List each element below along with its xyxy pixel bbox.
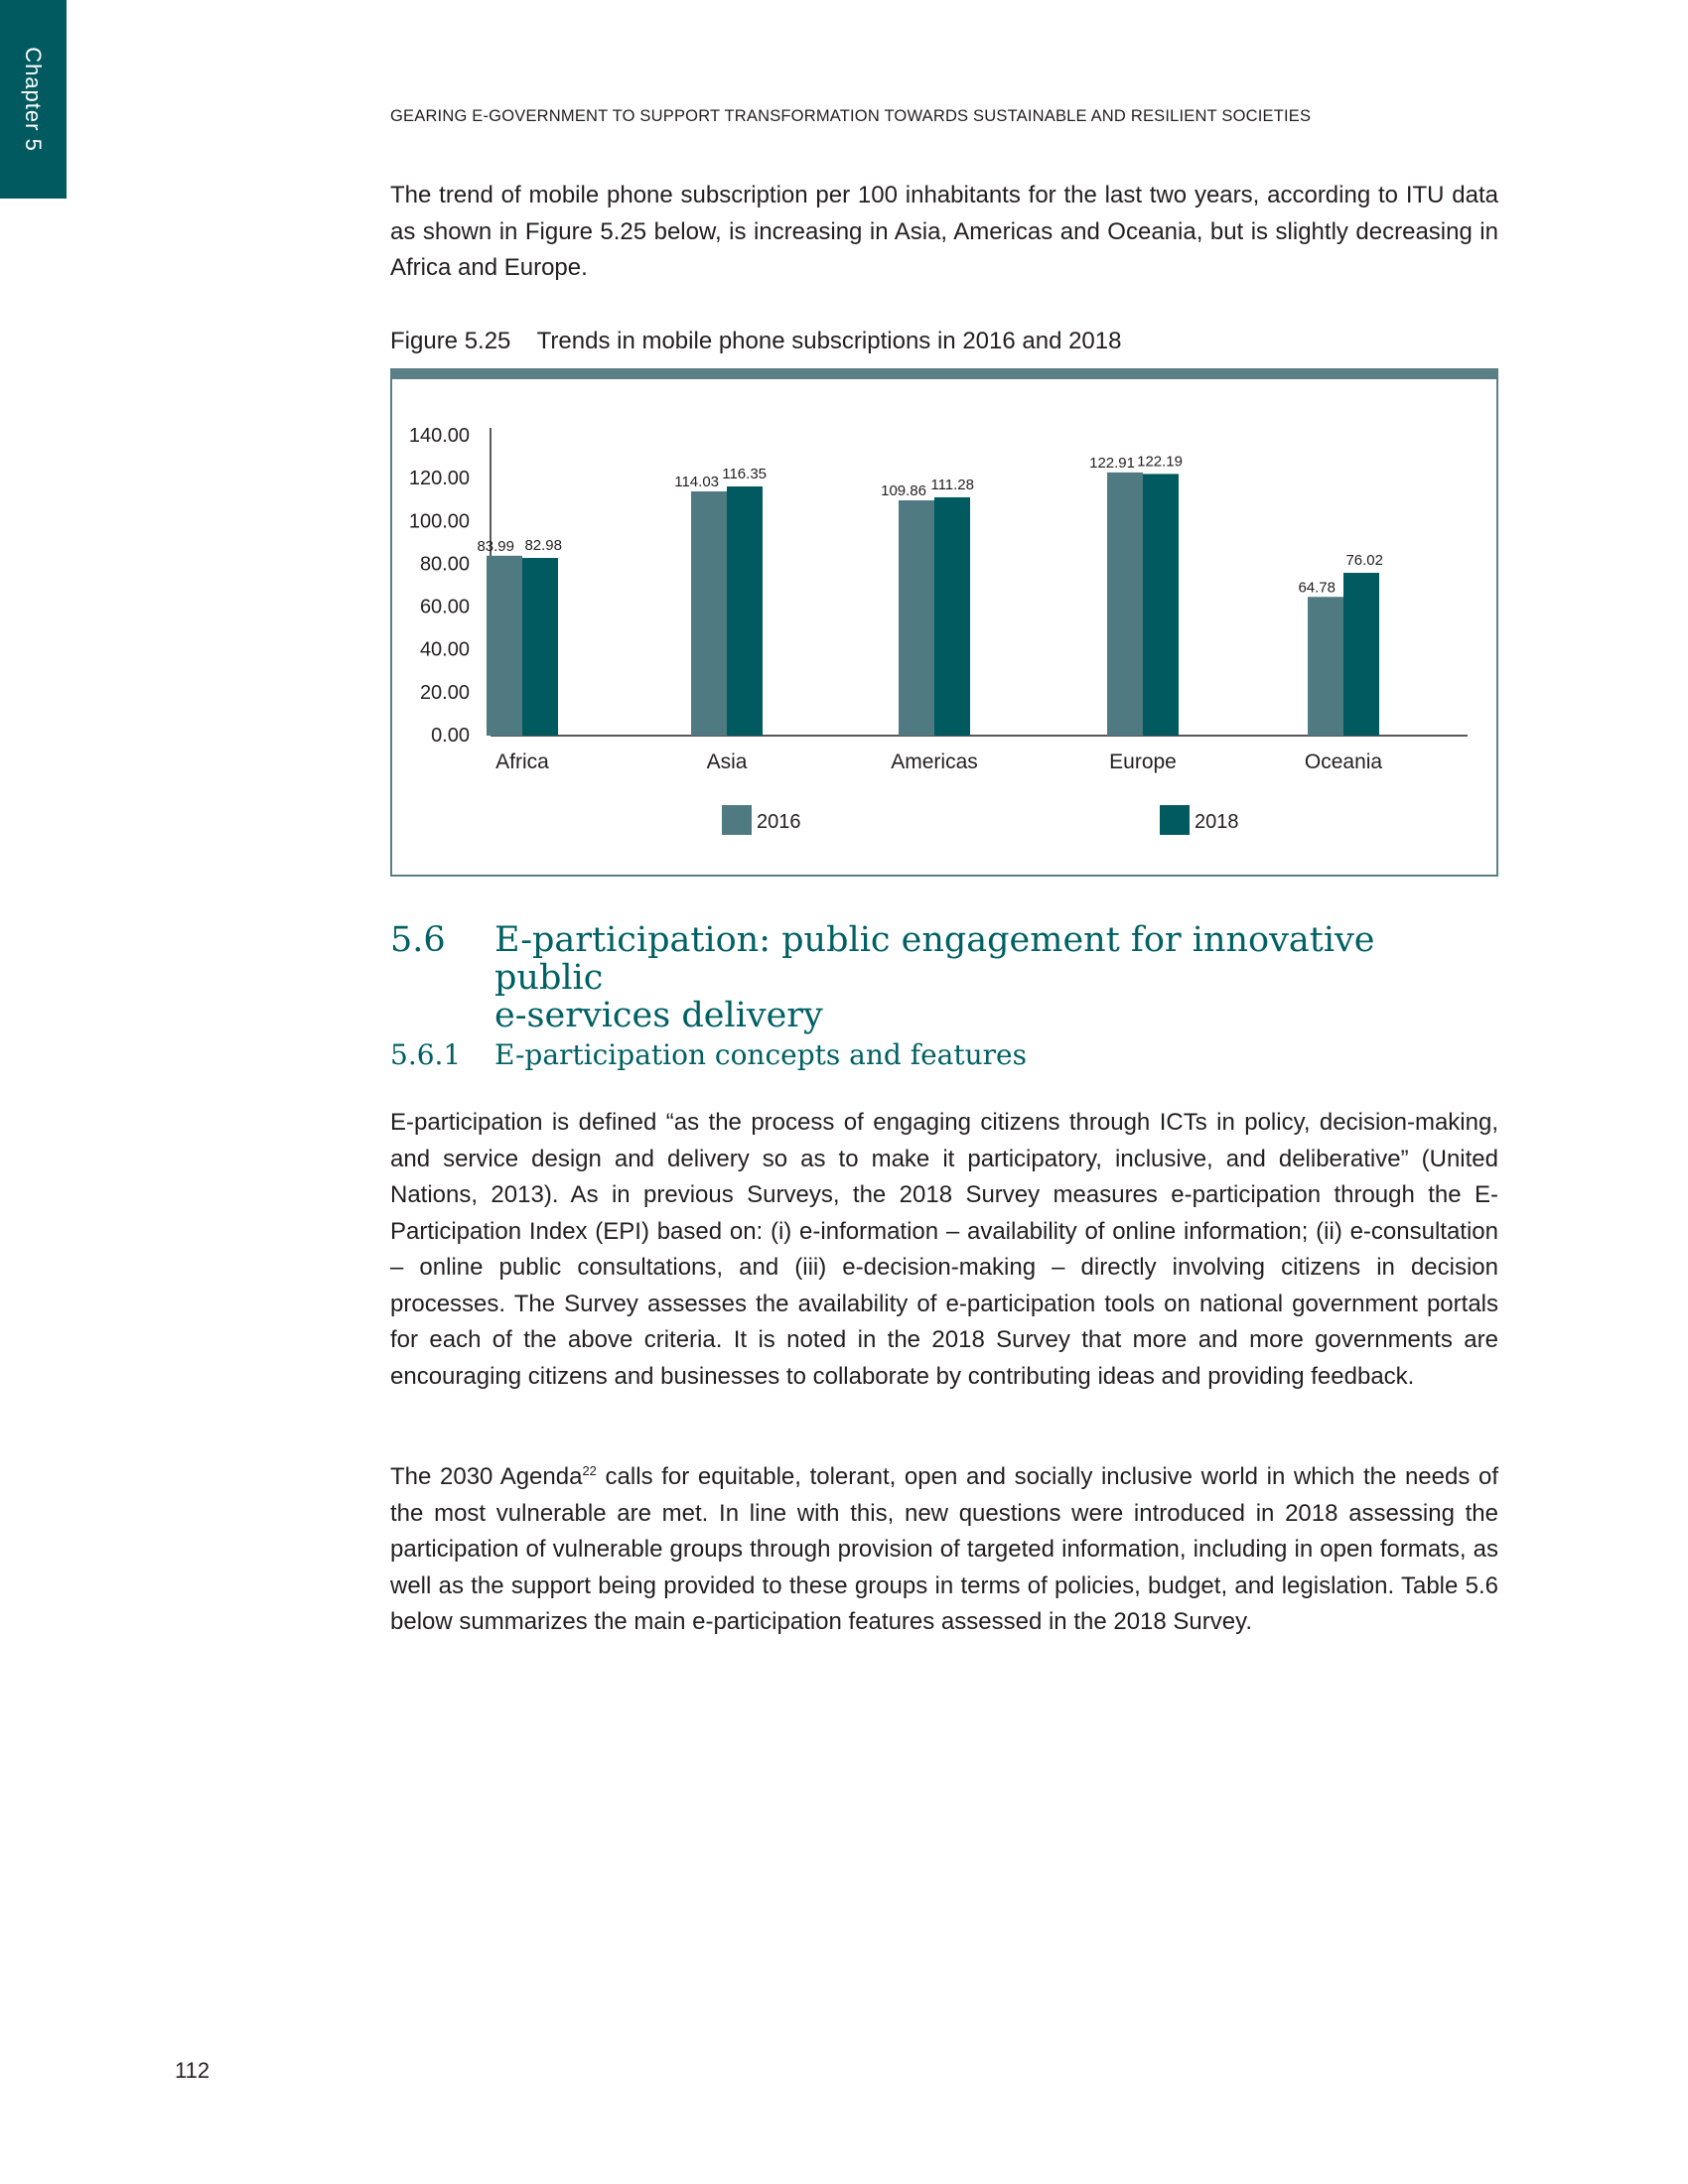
data-label-2018: 122.19 xyxy=(1137,453,1183,471)
data-label-2018: 111.28 xyxy=(930,476,974,493)
section-heading xyxy=(390,921,1383,1034)
bar-chart xyxy=(392,379,1496,875)
y-tick-label: 40.00 xyxy=(419,638,470,661)
y-tick-label: 20.00 xyxy=(419,681,470,704)
x-category-label: Africa xyxy=(495,751,549,773)
x-category-label: Europe xyxy=(1109,751,1177,773)
body-paragraph-2 xyxy=(390,1459,1498,1641)
figure-title: Trends in mobile phone subscriptions in 2016 and 2018 xyxy=(536,328,1122,354)
y-tick-label: 80.00 xyxy=(419,553,470,576)
intro-paragraph: The trend of mobile phone subscription per 100 inhabitants for the last two years, according to ITU data as shown in Figure 5.25 below, is increasing in Asia, Americas and Oceania, but is slightly decreasing in Africa and Europe. xyxy=(390,182,1498,281)
data-label-2016: 83.99 xyxy=(477,537,514,555)
y-tick-label: 100.00 xyxy=(408,510,470,533)
x-category-label: Oceania xyxy=(1304,751,1383,773)
bar-2016-africa xyxy=(487,556,522,736)
data-label-2018: 82.98 xyxy=(524,537,562,555)
chart-frame xyxy=(390,368,1498,877)
figure-number: Figure 5.25 xyxy=(390,328,511,354)
legend-label: 2016 xyxy=(757,811,801,833)
chapter-tab xyxy=(0,0,67,199)
bar-2016-asia xyxy=(691,491,727,736)
bar-2018-africa xyxy=(522,558,558,736)
body-paragraph-1: E-participation is defined “as the process of engaging citizens through ICTs in policy, decision-making, and service design and delivery so as to make it participatory, inclusive, and deliberative” (United Nations, 2013). As in previous Surveys, the 2018 Survey measures e-participation through the E-Participation Index (EPI) based on: (i) e-information – availability of online information; (ii) e-consultation – online public consultations, and (iii) e-decision-making – directly involving citizens in decision processes. The Survey assesses the availability of e-participation tools on national government portals for each of the above criteria. It is noted in the 2018 Survey that more and more governments are encouraging citizens and businesses to collaborate by contributing ideas and providing feedback. xyxy=(390,1109,1498,1390)
x-category-label: Asia xyxy=(706,751,748,773)
running-head: GEARING E-GOVERNMENT TO SUPPORT TRANSFORMATION TOWARDS SUSTAINABLE AND RESILIENT SOCIETIES xyxy=(390,107,1312,125)
data-label-2016: 64.78 xyxy=(1298,579,1336,597)
bar-2016-americas xyxy=(899,500,934,736)
x-category-label: Americas xyxy=(891,751,978,773)
bar-2018-europe xyxy=(1143,474,1179,736)
section-title-line-2: e-services delivery xyxy=(494,996,823,1035)
data-label-2018: 116.35 xyxy=(722,466,767,483)
paragraph-2-start: The 2030 Agenda xyxy=(390,1463,583,1490)
paragraph-2-rest: calls for equitable, tolerant, open and socially inclusive world in which the needs of the most vulnerable are met. In line with this, new questions were introduced in 2018 assessing the participation of vulnerable groups through provision of targeted information, including in open formats, as well as the support being provided to these groups in terms of policies, budget, and legislation. Table 5.6 below summarizes the main e-participation features assessed in the 2018 Survey. xyxy=(390,1463,1498,1635)
figure-caption xyxy=(390,328,1121,355)
bar-2018-oceania xyxy=(1343,573,1379,736)
chapter-tab-label: Chapter 5 xyxy=(21,47,46,152)
bar-2018-americas xyxy=(934,497,970,736)
section-number: 5.6 xyxy=(390,920,446,960)
bar-2018-asia xyxy=(727,486,763,736)
subsection-number: 5.6.1 xyxy=(390,1038,462,1071)
data-label-2018: 76.02 xyxy=(1345,552,1383,570)
y-tick-label: 140.00 xyxy=(408,425,470,447)
legend-label: 2018 xyxy=(1195,811,1239,833)
data-label-2016: 122.91 xyxy=(1089,454,1135,472)
bar-2016-oceania xyxy=(1308,597,1343,736)
y-tick-label: 120.00 xyxy=(408,468,470,490)
y-tick-label: 0.00 xyxy=(431,725,470,747)
data-label-2016: 109.86 xyxy=(881,482,926,500)
legend-swatch-2018 xyxy=(1160,805,1190,835)
y-tick-label: 60.00 xyxy=(419,596,470,618)
data-label-2016: 114.03 xyxy=(674,474,719,491)
legend-swatch-2016 xyxy=(722,805,752,835)
bar-2016-europe xyxy=(1107,473,1143,736)
subsection-title: E-participation concepts and features xyxy=(494,1038,1027,1071)
subsection-heading xyxy=(390,1038,1027,1071)
footnote-reference[interactable]: 22 xyxy=(582,1463,597,1478)
section-title-line-1: E-participation: public engagement for innovative public xyxy=(494,920,1375,998)
page-number: 112 xyxy=(175,2058,211,2083)
